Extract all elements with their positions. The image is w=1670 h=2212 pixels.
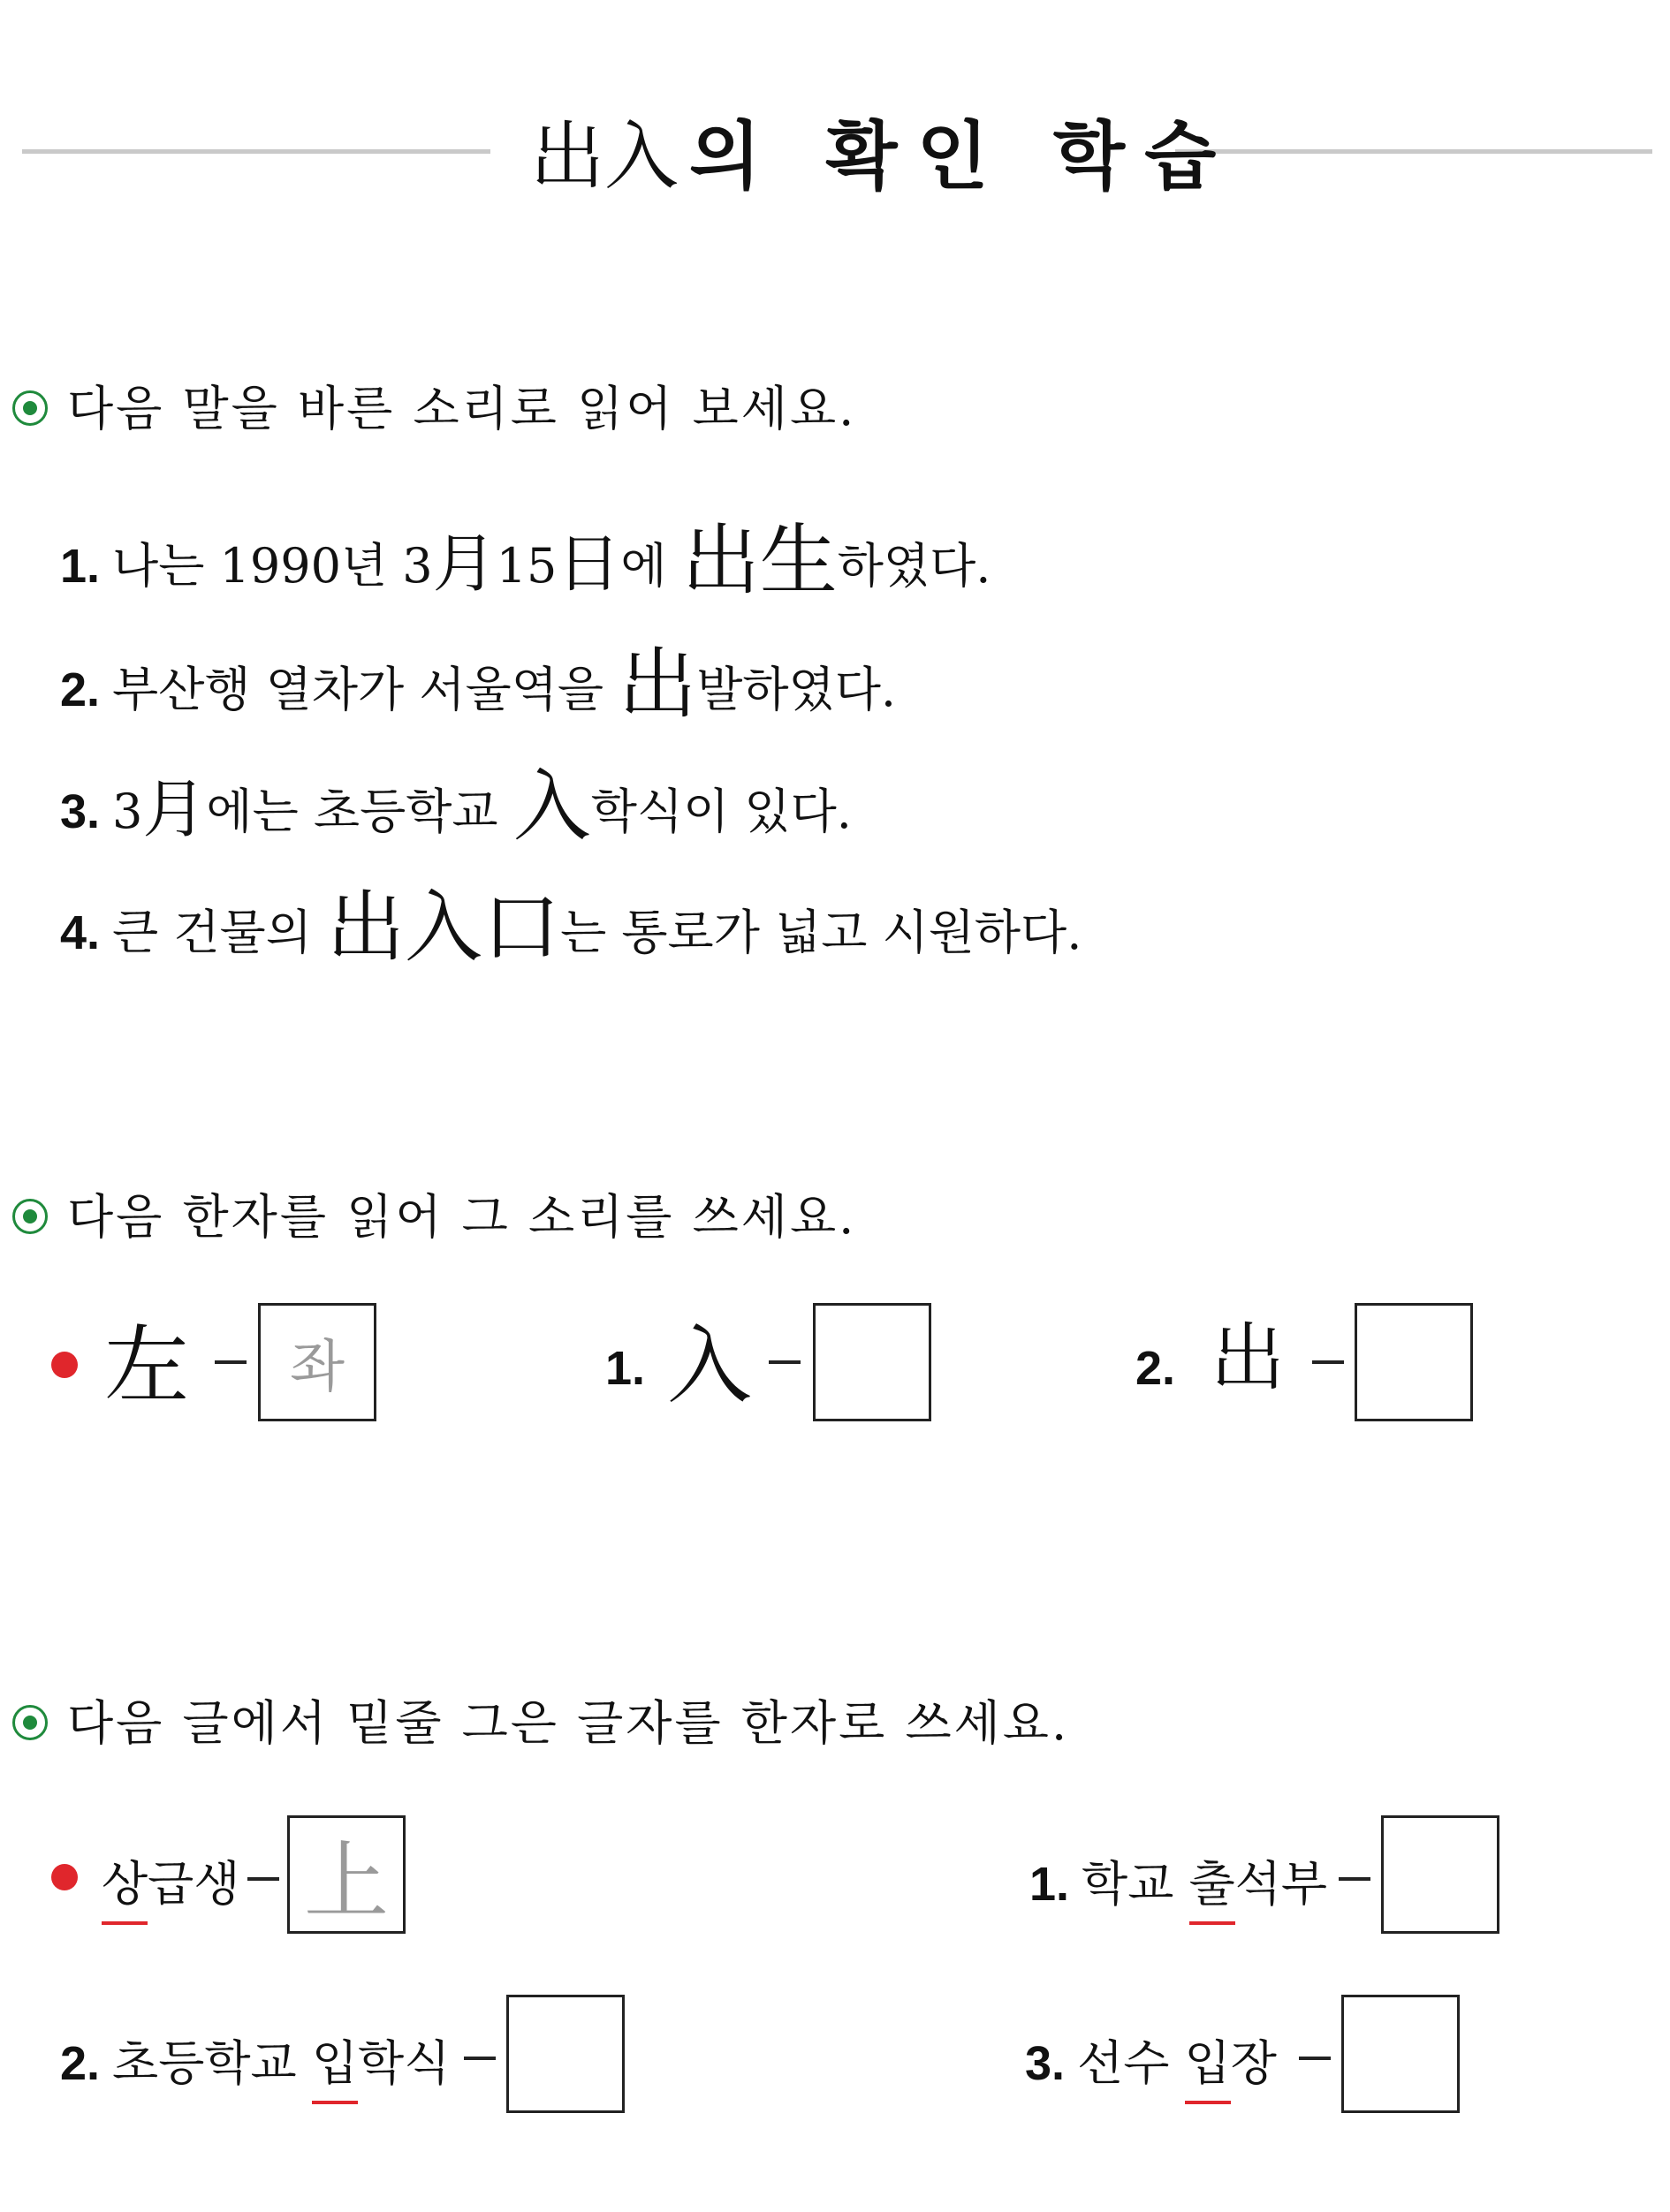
dash [1312,1360,1344,1364]
sentence-4: 4. 큰 건물의 出入口는 통로가 넓고 시원하다. [60,882,1082,973]
section2-instruction: 다음 한자를 읽어 그 소리를 쓰세요. [12,1179,856,1247]
example-word: 상급생 [102,1846,240,1914]
answer-box[interactable] [1381,1815,1499,1934]
sentence-3: 3. 3月에는 초등학교 入학식이 있다. [60,761,852,852]
item-number: 1. [605,1342,646,1395]
example-answer-box: 上 [287,1815,406,1934]
sentence-1: 1. 나는 1990년 3月15日에 出生하였다. [60,515,991,606]
item-hanja: 入 [667,1316,752,1415]
example-dot [51,1352,78,1378]
item-2: 2. 초등학교 입학식 [60,2026,450,2094]
dash [769,1360,801,1364]
item-1: 1. 학교 출석부 [1029,1846,1327,1914]
example-answer-box: 좌 [258,1303,376,1421]
dash [464,2057,496,2060]
sentence-2: 2. 부산행 열차가 서울역을 出발하였다. [60,639,897,730]
item-hanja: 出 [1211,1314,1286,1401]
answer-box[interactable] [813,1303,931,1421]
dash [247,1877,279,1881]
section3-instruction: 다음 글에서 밑줄 그은 글자를 한자로 쓰세요. [12,1686,1069,1754]
item-3: 3. 선수 입장 [1025,2026,1277,2094]
dash [1299,2057,1331,2060]
target-bullet-icon [12,390,48,426]
title-rule-right [1175,149,1652,154]
answer-box[interactable] [506,1995,625,2113]
section1-instruction: 다음 말을 바른 소리로 읽어 보세요. [12,371,856,439]
title-rule-left [22,149,490,154]
answer-box[interactable] [1341,1995,1460,2113]
example-dot [51,1864,78,1890]
dash [215,1360,247,1364]
dash [1339,1877,1370,1881]
target-bullet-icon [12,1199,48,1234]
page-title: 出入 의 확인 학습 [530,112,1236,200]
answer-box[interactable] [1355,1303,1473,1421]
target-bullet-icon [12,1705,48,1740]
item-number: 2. [1135,1342,1176,1395]
example-hanja: 左 [104,1316,189,1415]
